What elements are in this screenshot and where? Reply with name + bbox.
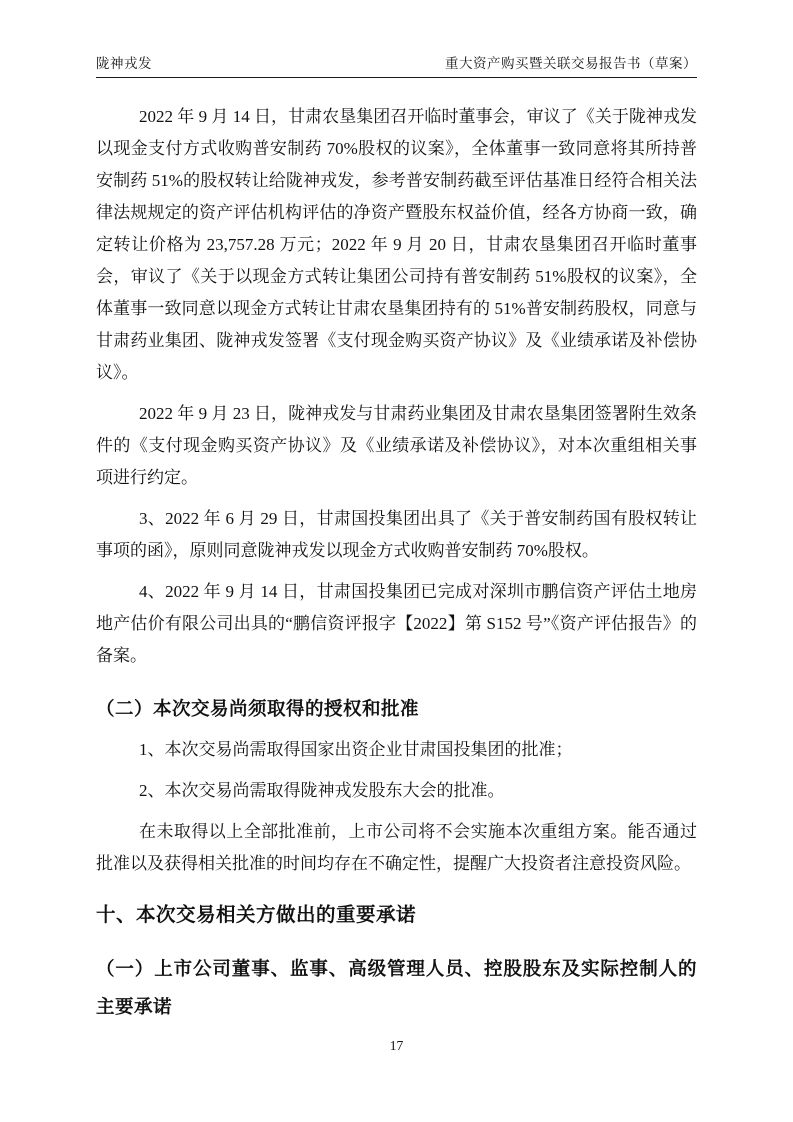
approval-item-1: 1、本次交易尚需取得国家出资企业甘肃国投集团的批准； bbox=[139, 740, 573, 759]
paragraph-item-4: 4、2022 年 9 月 14 日，甘肃国投集团已完成对深圳市鹏信资产评估土地房地产估价有限公司出具的“鹏信资评报字【2022】第 S152 号”《资产评估报告》的备案。 bbox=[96, 582, 697, 665]
approval-item-2: 2、本次交易尚需取得陇神戎发股东大会的批准。 bbox=[139, 781, 505, 800]
page-header bbox=[96, 52, 697, 78]
paragraph-agreement-sept23: 2022 年 9 月 23 日，陇神戎发与甘肃药业集团及甘肃农垦集团签署附生效条件的《支付现金购买资产协议》及《业绩承诺及补偿协议》，对本次重组相关事项进行约定。 bbox=[96, 404, 697, 487]
heading-commitments-subsection: （一）上市公司董事、监事、高级管理人员、控股股东及实际控制人的主要承诺 bbox=[96, 958, 697, 1017]
heading-important-commitments: 十、本次交易相关方做出的重要承诺 bbox=[96, 904, 417, 926]
heading-authorization-approvals: （二）本次交易尚须取得的授权和批准 bbox=[96, 698, 420, 719]
paragraph-board-meeting-sept14: 2022 年 9 月 14 日，甘肃农垦集团召开临时董事会，审议了《关于陇神戎发以现金支付方式收购普安制药 70%股权的议案》，全体董事一致同意将其所持普安制药 51%的股权转让给陇神戎发，参考普安制药截至评估基准日经符合相关法律法规规定的资产评估机构评估的净资产暨股东权益价值，经各方协商一致，确定转让价格为 23,757.28 万元；2022 年 9 月 20 日，甘肃农垦集团召开临时董事会，审议了《关于以现金方式转让集团公司持有普安制药 51%股权的议案》，全体董事一致同意以现金方式转让甘肃农垦集团持有的 51%普安制药股权，同意与甘肃药业集团、陇神戎发签署《支付现金购买资产协议》及《业绩承诺及补偿协议》。 bbox=[96, 107, 697, 382]
header-company-name: 陇神戎发 bbox=[96, 56, 152, 71]
paragraph-risk-notice: 在未取得以上全部批准前，上市公司将不会实施本次重组方案。能否通过批准以及获得相关批准的时间均存在不确定性，提醒广大投资者注意投资风险。 bbox=[96, 822, 697, 873]
paragraph-item-3: 3、2022 年 6 月 29 日，甘肃国投集团出具了《关于普安制药国有股权转让事项的函》，原则同意陇神戎发以现金方式收购普安制药 70%股权。 bbox=[96, 509, 697, 560]
header-report-title: 重大资产购买暨关联交易报告书（草案） bbox=[445, 56, 697, 71]
page-number: 17 bbox=[389, 1038, 404, 1053]
